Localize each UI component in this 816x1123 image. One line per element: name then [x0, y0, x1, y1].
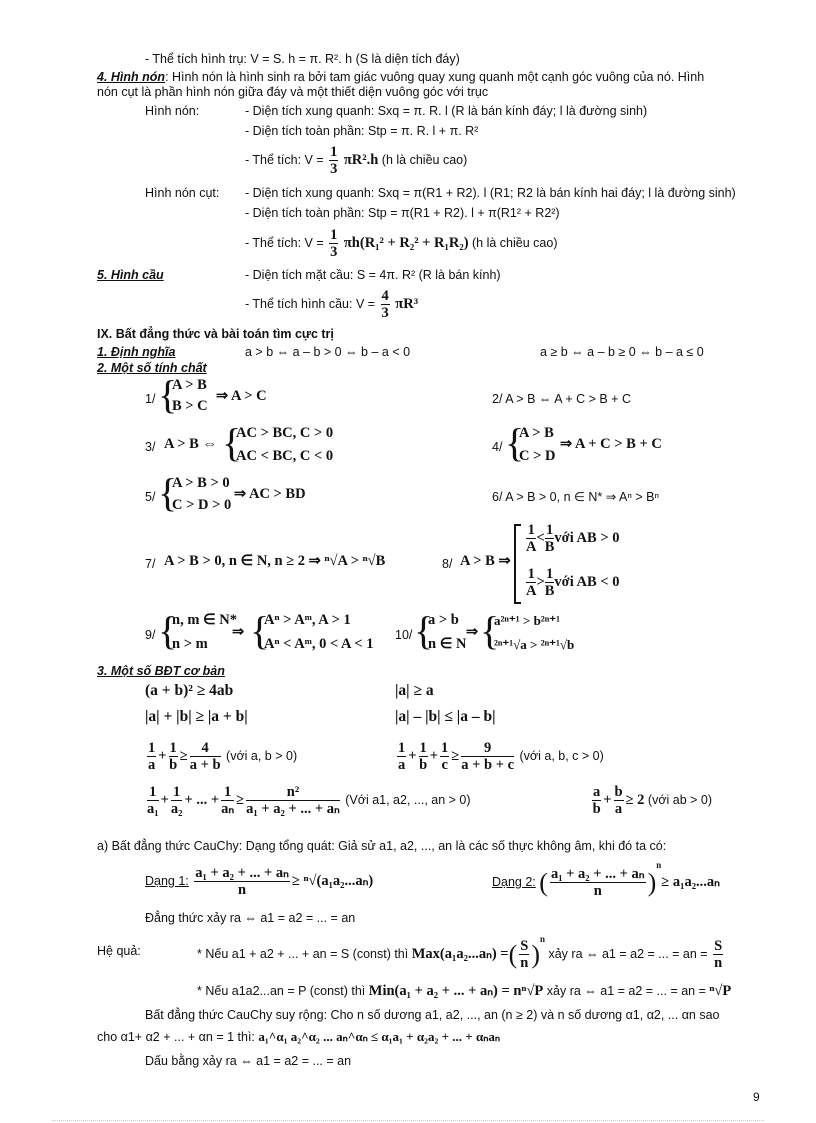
ineq-abs: |a| ≥ a: [395, 682, 434, 699]
cone-definition-line2: nón cụt là phần hình nón giữa đáy và một thiết diện vuông góc với trục: [97, 85, 489, 99]
sphere-area: - Diện tích mặt cầu: S = 4π. R² (R là bán kính): [245, 268, 501, 282]
property-4-label: 4/: [492, 440, 503, 454]
generalized-cauchy-line1: Bất đẳng thức CauChy suy rộng: Cho n số dương a1, a2, ..., an (n ≥ 2) và n số dương α1, α2, ... αn sao: [145, 1008, 720, 1022]
property-7-label: 7/: [145, 557, 156, 571]
property-5-label: 5/: [145, 490, 156, 504]
property-9-case1: Aⁿ > Aᵐ, A > 1: [264, 612, 351, 628]
property-2: 2/ A > B ⇔ A + C > B + C: [492, 392, 631, 406]
property-4-line1: A > B: [519, 425, 554, 441]
property-1-line1: A > B: [172, 377, 207, 393]
properties-heading-row: 2. Một số tính chất: [97, 361, 207, 375]
basic-inequalities-heading-row: 3. Một số BĐT cơ bản: [97, 664, 225, 678]
property-1-line2: B > C: [172, 398, 208, 414]
left-brace: {: [414, 608, 434, 653]
property-9-case2: Aⁿ < Aᵐ, 0 < A < 1: [264, 636, 374, 652]
corollary-label: Hệ quả:: [97, 944, 141, 958]
property-10-case2: ²ⁿ⁺¹√a > ²ⁿ⁺¹√b: [494, 637, 575, 652]
property-10-line1: a > b: [428, 612, 459, 628]
property-5-line1: A > B > 0: [172, 475, 230, 491]
cone-total-area: - Diện tích toàn phần: Stp = π. R. l + π. R²: [245, 124, 479, 138]
property-8-case1: $\frac{1}{A}$ < $\frac{1}{B}$ với AB > 0: [526, 522, 620, 555]
frustum-total-area: - Diện tích toàn phần: Stp = π(R1 + R2). l + π(R1² + R2²): [245, 206, 560, 220]
cone-definition-line1: 4. Hình nón: Hình nón là hình sinh ra bởi tam giác vuông quay xung quanh một cạnh góc vuông của nó. Hình: [97, 70, 705, 84]
property-8-lhs: A > B ⇒: [460, 553, 511, 569]
corollary-2: * Nếu a1a2...an = P (const) thì Min(a₁ + a₂ + ... + aₙ) = nⁿ√P xảy ra ⇔ a1 = a2 = ... = an = ⁿ√P: [197, 983, 732, 999]
property-4-result: ⇒ A + C > B + C: [560, 436, 662, 452]
ineq-n-reciprocals: $\frac{1}{\text{a₁}}$ + $\frac{1}{\text{a₂}}$ + ... + $\frac{1}{\text{aₙ}}$ ≥ $\frac{\text{n²}}{\text{a₁ + a₂ + ... + aₙ}}$ (Với a1, a2, ..., an > 0): [147, 784, 471, 818]
cauchy-form-2: Dạng 2: ( $\frac{\text{a₁ + a₂ + ... + aₙ}}{n}$ )$^n$≥ a₁a₂...aₙ: [492, 860, 720, 900]
left-brace: {: [480, 608, 500, 653]
property-10-arrow: ⇒: [466, 624, 479, 640]
left-square-bracket: [514, 524, 521, 604]
cauchy-form-1: Dạng 1: $\frac{\text{a₁ + a₂ + ... + aₙ}}{n}$ ≥ ⁿ√(a₁a₂...aₙ): [145, 865, 374, 899]
cone-lateral-area: - Diện tích xung quanh: Sxq = π. R. l (R là bán kính đáy; l là đường sinh): [245, 104, 648, 118]
fraction-one-third: $\frac{1}{3}$: [330, 144, 338, 178]
definition-nonstrict: a ≥ b ⇔ a – b ≥ 0 ⇔ b – a ≤ 0: [540, 345, 704, 359]
property-5-line2: C > D > 0: [172, 497, 232, 513]
left-brace: {: [158, 608, 178, 653]
cauchy-equality: Đẳng thức xảy ra ⇔ a1 = a2 = ... = an: [145, 911, 356, 925]
cauchy-intro: a) Bất đẳng thức CauChy: Dạng tổng quát: Giả sử a1, a2, ..., an là các số thực không âm, khi đó ta có:: [97, 839, 667, 853]
left-brace: {: [505, 420, 525, 465]
cone-label: Hình nón:: [145, 104, 200, 118]
property-5-result: ⇒ AC > BD: [234, 486, 306, 502]
generalized-cauchy-equality: Dấu bằng xảy ra ⇔ a1 = a2 = ... = an: [145, 1054, 352, 1068]
ineq-reverse-triangle: |a| – |b| ≤ |a – b|: [395, 708, 496, 725]
ineq-triangle: |a| + |b| ≥ |a + b|: [145, 708, 248, 725]
sphere-volume: - Thể tích hình cầu: V = $\frac{4}{3}$ πR³: [245, 288, 419, 322]
property-3-lhs: A > B ⇔: [164, 436, 217, 452]
property-6: 6/ A > B > 0, n ∈ N* ⇒ Aⁿ > Bⁿ: [492, 490, 660, 504]
property-8-case2: $\frac{1}{A}$ > $\frac{1}{B}$ với AB < 0: [526, 566, 620, 599]
property-4-line2: C > D: [519, 448, 556, 464]
property-9-label: 9/: [145, 628, 156, 642]
frustum-lateral-area: - Diện tích xung quanh: Sxq = π(R1 + R2). l (R1; R2 là bán kính hai đáy; l là đường sinh): [245, 186, 736, 200]
property-8-label: 8/: [442, 557, 453, 571]
ineq-two-reciprocals: $\frac{1}{a}$ + $\frac{1}{b}$ ≥ $\frac{4}{a + b}$ (với a, b > 0): [148, 740, 298, 774]
property-1-result: ⇒ A > C: [216, 388, 267, 404]
property-3-label: 3/: [145, 440, 156, 454]
frustum-label: Hình nón cụt:: [145, 186, 220, 200]
cone-heading: 4. Hình nón: [97, 70, 166, 84]
property-7-formula: A > B > 0, n ∈ N, n ≥ 2 ⇒ ⁿ√A > ⁿ√B: [164, 553, 386, 569]
left-brace: {: [250, 608, 270, 653]
cone-volume: - Thể tích: V = $\frac{1}{3}$ πR².h (h là chiều cao): [245, 144, 468, 178]
property-9-arrow: ⇒: [232, 624, 245, 640]
left-brace: {: [158, 470, 178, 515]
definition-heading-row: 1. Định nghĩa: [97, 345, 176, 359]
frustum-volume: - Thể tích: V = $\frac{1}{3}$ πh(R₁² + R₂² + R₁R₂) (h là chiều cao): [245, 227, 558, 261]
left-brace: {: [158, 372, 178, 417]
left-brace: {: [222, 420, 242, 465]
cylinder-volume-line: - Thể tích hình trụ: V = S. h = π. R². h (S là diện tích đáy): [145, 52, 460, 66]
property-10-label: 10/: [395, 628, 413, 642]
generalized-cauchy-line2: cho α1+ α2 + ... + αn = 1 thì: a₁^α₁ a₂^α₂ ... aₙ^αₙ ≤ α₁a₁ + α₂a₂ + ... + αₙaₙ: [97, 1029, 501, 1044]
ineq-three-reciprocals: $\frac{1}{a}$ + $\frac{1}{b}$ + $\frac{1}{c}$ ≥ $\frac{9}{a + b + c}$ (với a, b, c > 0): [398, 740, 604, 774]
property-1-label: 1/: [145, 392, 156, 406]
property-10-case1: a²ⁿ⁺¹ > b²ⁿ⁺¹: [494, 613, 560, 628]
property-9-line2: n > m: [172, 636, 208, 652]
property-9-line1: n, m ∈ N*: [172, 612, 237, 628]
page-number: 9: [753, 1090, 760, 1104]
corollary-1: * Nếu a1 + a2 + ... + an = S (const) thì Max(a₁a₂...aₙ) =( $\frac{S}{n}$ )$^n$ xảy ra ⇔ a1 = a2 = ... = an = $\frac{S}{n}$: [197, 934, 723, 972]
sphere-heading: 5. Hình cầu: [97, 268, 164, 282]
footer-divider: [52, 1120, 764, 1121]
property-3-line1: AC > BC, C > 0: [236, 425, 334, 441]
fraction-one-third: $\frac{1}{3}$: [330, 227, 338, 261]
fraction-four-thirds: $\frac{4}{3}$: [381, 288, 389, 322]
section-ix-title: IX. Bất đẳng thức và bài toán tìm cực trị: [97, 327, 334, 341]
property-3-line2: AC < BC, C < 0: [236, 448, 334, 464]
property-10-line2: n ∈ N: [428, 636, 467, 652]
ineq-square: (a + b)² ≥ 4ab: [145, 682, 234, 699]
sphere-row: [97, 268, 164, 283]
ineq-ratio-sum: $\frac{a}{b}$ + $\frac{b}{a}$ ≥ 2 (với ab > 0): [592, 784, 713, 818]
definition-strict: a > b ⇔ a – b > 0 ⇔ b – a < 0: [245, 345, 411, 359]
